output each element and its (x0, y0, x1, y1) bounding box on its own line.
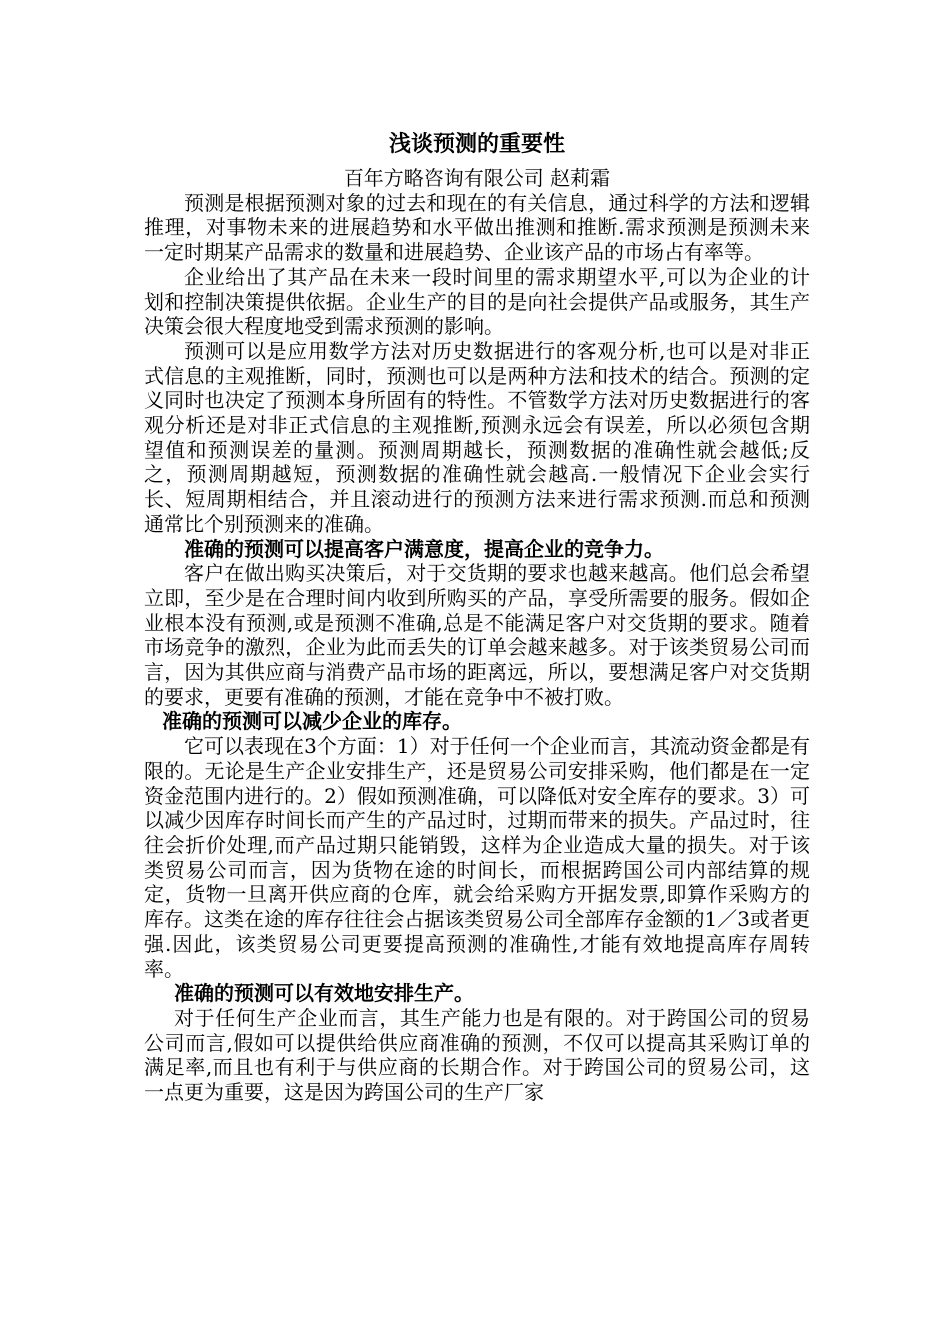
paragraph-4: 客户在做出购买决策后，对于交货期的要求也越来越高。他们总会希望立即，至少是在合理时间内收到所购买的产品，享受所需要的服务。假如企业根本没有预测,或是预测不准确,总是不能满足客户对交货期的要求。随着市场竞争的激烈，企业为此而丢失的订单会越来越多。对于该类贸易公司而言，因为其供应商与消费产品市场的距离远，所以，要想满足客户对交货期的要求，更要有准确的预测，才能在竞争中不被打败。 (144, 561, 810, 709)
paragraph-5: 它可以表现在3个方面：1）对于任何一个企业而言，其流动资金都是有限的。无论是生产企业安排生产，还是贸易公司安排采购，他们都是在一定资金范围内进行的。2）假如预测准确，可以降低对安全库存的要求。3）可以减少因库存时间长而产生的产品过时，过期而带来的损失。产品过时，往往会折价处理,而产品过期只能销毁，这样为企业造成大量的损失。对于该类贸易公司而言，因为货物在途的时间长，而根据跨国公司内部结算的规定，货物一旦离开供应商的仓库，就会给采购方开据发票,即算作采购方的库存。这类在途的库存往往会占据该类贸易公司全部库存金额的1／3或者更强.因此，该类贸易公司更要提高预测的准确性,才能有效地提高库存周转率。 (144, 734, 810, 981)
section-heading-1: 准确的预测可以提高客户满意度，提高企业的竞争力。 (184, 536, 664, 561)
section-heading-2: 准确的预测可以减少企业的库存。 (162, 709, 462, 734)
document-author: 百年方略咨询有限公司 赵莉霜 (343, 166, 611, 190)
section-heading-3: 准确的预测可以有效地安排生产。 (174, 981, 474, 1006)
document-title: 浅谈预测的重要性 (388, 132, 565, 157)
paragraph-3: 预测可以是应用数学方法对历史数据进行的客观分析,也可以是对非正式信息的主观推断，同时，预测也可以是两种方法和技术的结合。预测的定义同时也决定了预测本身所固有的特性。不管数学方法对历史数据进行的客观分析还是对非正式信息的主观推断,预测永远会有误差，所以必须包含期望值和预测误差的量测。预测周期越长，预测数据的准确性就会越低;反之，预测周期越短，预测数据的准确性就会越高.一般情况下企业会实行长、短周期相结合，并且滚动进行的预测方法来进行需求预测.而总和预测通常比个别预测来的准确。 (144, 338, 810, 536)
paragraph-6: 对于任何生产企业而言，其生产能力也是有限的。对于跨国公司的贸易公司而言,假如可以提供给供应商准确的预测，不仅可以提高其采购订单的满足率,而且也有利于与供应商的长期合作。对于跨国公司的贸易公司，这一点更为重要，这是因为跨国公司的生产厂家 (144, 1005, 810, 1105)
paragraph-1: 预测是根据预测对象的过去和现在的有关信息，通过科学的方法和逻辑推理，对事物未来的进展趋势和水平做出推测和推断.需求预测是预测未来一定时期某产品需求的数量和进展趋势、企业该产品的市场占有率等。 (144, 190, 810, 265)
paragraph-2: 企业给出了其产品在未来一段时间里的需求期望水平,可以为企业的计划和控制决策提供依据。企业生产的目的是向社会提供产品或服务，其生产决策会很大程度地受到需求预测的影响。 (144, 264, 810, 339)
document-page (144, 130, 810, 1105)
